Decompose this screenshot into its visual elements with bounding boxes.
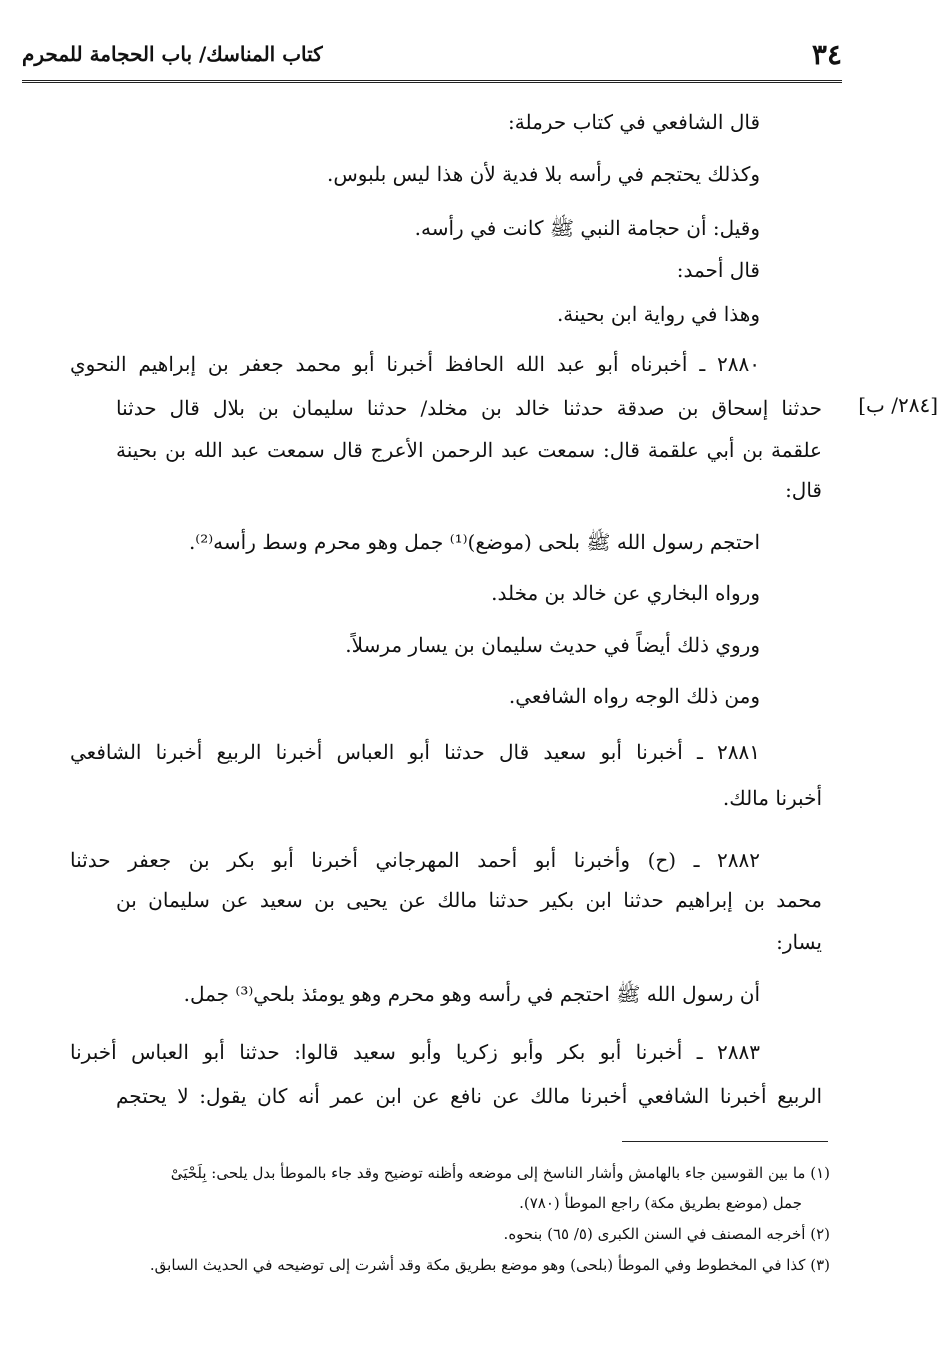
text-line: احتجم رسول الله ﷺ بلحى (موضع)⁽¹⁾ جمل وهو محرم وسط رأسه⁽²⁾.	[188, 530, 760, 554]
hadith-2882-line: يسار:	[776, 930, 822, 954]
footnote-divider	[622, 1141, 828, 1142]
text-line: ومن ذلك الوجه رواه الشافعي.	[508, 684, 760, 708]
footnote-3: (٣) كذا في المخطوط وفي الموطأ (بلحى) وهو موضع بطريق مكة وقد أشرت إلى توضيحه في الحديث السابق.	[149, 1256, 830, 1274]
header-divider	[22, 80, 842, 83]
hadith-2883-line: الربيع أخبرنا الشافعي أخبرنا مالك عن نافع عن ابن عمر أنه كان يقول: لا يحتجم	[116, 1084, 822, 1108]
text-line: قال الشافعي في كتاب حرملة:	[508, 110, 760, 134]
page-header	[22, 38, 842, 78]
hadith-2880-line: ٢٨٨٠ ـ أخبرناه أبو عبد الله الحافظ أخبرنا أبو محمد جعفر بن إبراهيم النحوي	[70, 352, 760, 376]
hadith-2880-line: قال:	[785, 478, 822, 502]
page-number: ٣٤	[811, 38, 842, 71]
manuscript-folio-marker: [٢٨٤/ ب]	[858, 393, 938, 417]
footnote-1-continued: جمل (موضع بطريق مكة) راجع الموطأ (٧٨٠).	[519, 1194, 802, 1212]
text-line: وهذا في رواية ابن بحينة.	[556, 302, 760, 326]
text-line: وروي ذلك أيضاً في حديث سليمان بن يسار مرسلاً.	[345, 633, 760, 657]
hadith-2881-line: أخبرنا مالك.	[722, 786, 822, 810]
footnote-1: (١) ما بين القوسين جاء بالهامش وأشار الناسخ إلى موضعه وأظنه توضيح وقد جاء بالموطأ بدل يلحى: بِلَحْيَىْ	[170, 1164, 830, 1182]
text-line: وقيل: أن حجامة النبي ﷺ كانت في رأسه.	[414, 216, 760, 240]
text-line: قال أحمد:	[676, 258, 760, 282]
running-title: كتاب المناسك/ باب الحجامة للمحرم	[22, 42, 323, 66]
hadith-2881-line: ٢٨٨١ ـ أخبرنا أبو سعيد قال حدثنا أبو العباس أخبرنا الربيع أخبرنا الشافعي	[70, 740, 760, 764]
footnote-2: (٢) أخرجه المصنف في السنن الكبرى (٥/ ٦٥) بنحوه.	[503, 1225, 830, 1243]
hadith-2883-line: ٢٨٨٣ ـ أخبرنا أبو بكر وأبو زكريا وأبو سعيد قالوا: حدثنا أبو العباس أخبرنا	[70, 1040, 760, 1064]
hadith-2880-line: حدثنا إسحاق بن صدقة حدثنا خالد بن مخلد/ حدثنا سليمان بن بلال قال حدثنا	[116, 396, 822, 420]
hadith-2880-line: علقمة بن أبي علقمة قال: سمعت عبد الرحمن الأعرج قال سمعت عبد الله بن بحينة	[116, 438, 822, 462]
hadith-2882-line: ٢٨٨٢ ـ (ح) وأخبرنا أبو أحمد المهرجاني أخبرنا أبو بكر بن جعفر حدثنا	[70, 848, 760, 872]
text-line: أن رسول الله ﷺ احتجم في رأسه وهو محرم وهو يومئذ بلحي⁽³⁾ جمل.	[183, 982, 760, 1006]
text-line: وكذلك يحتجم في رأسه بلا فدية لأن هذا ليس بلبوس.	[327, 162, 760, 186]
hadith-2882-line: محمد بن إبراهيم حدثنا ابن بكير حدثنا مالك عن يحيى بن سعيد عن سليمان بن	[116, 888, 822, 912]
text-line: ورواه البخاري عن خالد بن مخلد.	[491, 581, 760, 605]
